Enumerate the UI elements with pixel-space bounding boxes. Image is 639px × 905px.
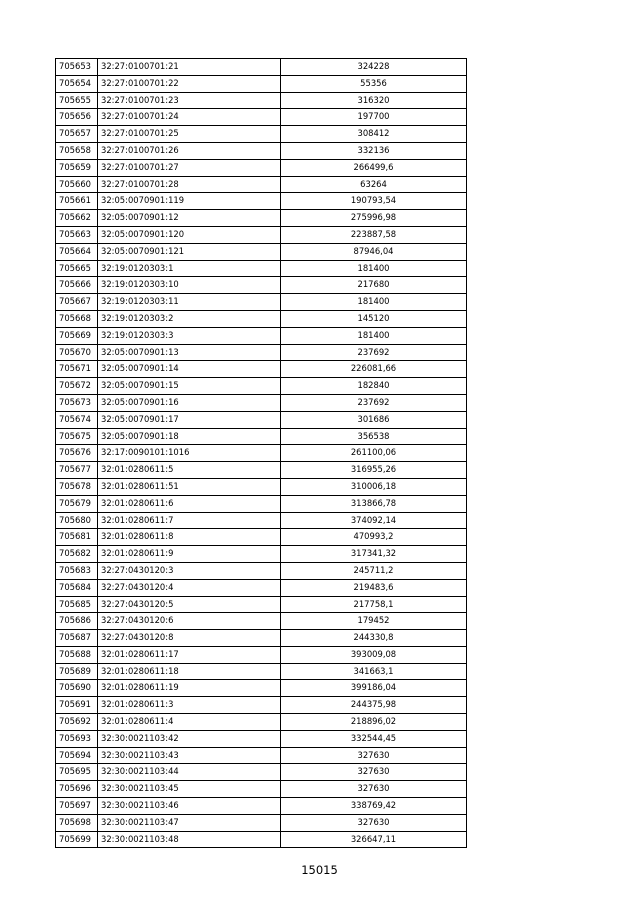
value-cell: 219483,6 (281, 579, 467, 596)
row-id-cell: 705675 (56, 428, 98, 445)
row-id-cell: 705693 (56, 730, 98, 747)
cadastral-number-cell: 32:05:0070901:15 (98, 378, 281, 395)
row-id-cell: 705692 (56, 714, 98, 731)
cadastral-number-cell: 32:27:0430120:6 (98, 613, 281, 630)
value-cell: 55356 (281, 75, 467, 92)
table-row (56, 579, 467, 596)
cadastral-number-cell: 32:30:0021103:47 (98, 814, 281, 831)
value-cell: 181400 (281, 260, 467, 277)
value-cell: 327630 (281, 781, 467, 798)
table-body (56, 59, 467, 848)
cadastral-number-cell: 32:05:0070901:17 (98, 411, 281, 428)
cadastral-number-cell: 32:17:0090101:1016 (98, 445, 281, 462)
value-cell: 316955,26 (281, 462, 467, 479)
value-cell: 179452 (281, 613, 467, 630)
row-id-cell: 705671 (56, 361, 98, 378)
table-row (56, 260, 467, 277)
cadastral-number-cell: 32:30:0021103:43 (98, 747, 281, 764)
table-row (56, 361, 467, 378)
value-cell: 182840 (281, 378, 467, 395)
value-cell: 327630 (281, 814, 467, 831)
cadastral-number-cell: 32:30:0021103:48 (98, 831, 281, 848)
row-id-cell: 705690 (56, 680, 98, 697)
value-cell: 261100,06 (281, 445, 467, 462)
row-id-cell: 705664 (56, 243, 98, 260)
table-row (56, 277, 467, 294)
cadastral-number-cell: 32:05:0070901:14 (98, 361, 281, 378)
table-row (56, 814, 467, 831)
table-row (56, 92, 467, 109)
row-id-cell: 705655 (56, 92, 98, 109)
value-cell: 341663,1 (281, 663, 467, 680)
cadastral-number-cell: 32:27:0100701:25 (98, 126, 281, 143)
table-row (56, 714, 467, 731)
value-cell: 324228 (281, 59, 467, 76)
cadastral-number-cell: 32:01:0280611:18 (98, 663, 281, 680)
row-id-cell: 705677 (56, 462, 98, 479)
value-cell: 327630 (281, 764, 467, 781)
table-row (56, 663, 467, 680)
table-row (56, 697, 467, 714)
row-id-cell: 705660 (56, 176, 98, 193)
row-id-cell: 705666 (56, 277, 98, 294)
row-id-cell: 705699 (56, 831, 98, 848)
row-id-cell: 705678 (56, 478, 98, 495)
row-id-cell: 705673 (56, 394, 98, 411)
cadastral-number-cell: 32:01:0280611:7 (98, 512, 281, 529)
value-cell: 327630 (281, 747, 467, 764)
cadastral-number-cell: 32:05:0070901:12 (98, 210, 281, 227)
cadastral-number-cell: 32:27:0100701:26 (98, 142, 281, 159)
cadastral-number-cell: 32:27:0100701:28 (98, 176, 281, 193)
cadastral-number-cell: 32:27:0100701:21 (98, 59, 281, 76)
value-cell: 145120 (281, 310, 467, 327)
cadastral-number-cell: 32:27:0100701:23 (98, 92, 281, 109)
value-cell: 217680 (281, 277, 467, 294)
table-row (56, 193, 467, 210)
table-row (56, 529, 467, 546)
row-id-cell: 705669 (56, 327, 98, 344)
cadastral-number-cell: 32:01:0280611:4 (98, 714, 281, 731)
value-cell: 244330,8 (281, 630, 467, 647)
row-id-cell: 705682 (56, 546, 98, 563)
cadastral-number-cell: 32:27:0100701:27 (98, 159, 281, 176)
table-row (56, 562, 467, 579)
table-row (56, 428, 467, 445)
value-cell: 63264 (281, 176, 467, 193)
table-row (56, 210, 467, 227)
page-number: 15015 (301, 863, 338, 877)
row-id-cell: 705672 (56, 378, 98, 395)
row-id-cell: 705695 (56, 764, 98, 781)
row-id-cell: 705658 (56, 142, 98, 159)
value-cell: 332544,45 (281, 730, 467, 747)
row-id-cell: 705685 (56, 596, 98, 613)
value-cell: 245711,2 (281, 562, 467, 579)
cadastral-number-cell: 32:05:0070901:120 (98, 226, 281, 243)
table-row (56, 546, 467, 563)
value-cell: 399186,04 (281, 680, 467, 697)
cadastral-number-cell: 32:05:0070901:18 (98, 428, 281, 445)
cadastral-number-cell: 32:05:0070901:119 (98, 193, 281, 210)
row-id-cell: 705657 (56, 126, 98, 143)
cadastral-number-cell: 32:30:0021103:46 (98, 798, 281, 815)
table-row (56, 75, 467, 92)
value-cell: 181400 (281, 327, 467, 344)
value-cell: 313866,78 (281, 495, 467, 512)
row-id-cell: 705668 (56, 310, 98, 327)
row-id-cell: 705679 (56, 495, 98, 512)
row-id-cell: 705698 (56, 814, 98, 831)
row-id-cell: 705653 (56, 59, 98, 76)
cadastral-number-cell: 32:30:0021103:45 (98, 781, 281, 798)
table-row (56, 344, 467, 361)
cadastral-number-cell: 32:05:0070901:121 (98, 243, 281, 260)
value-cell: 374092,14 (281, 512, 467, 529)
table-row (56, 176, 467, 193)
value-cell: 338769,42 (281, 798, 467, 815)
value-cell: 223887,58 (281, 226, 467, 243)
cadastral-number-cell: 32:01:0280611:17 (98, 646, 281, 663)
table-row (56, 462, 467, 479)
table-row (56, 378, 467, 395)
row-id-cell: 705697 (56, 798, 98, 815)
table-row (56, 596, 467, 613)
row-id-cell: 705687 (56, 630, 98, 647)
table-row (56, 630, 467, 647)
table-row (56, 59, 467, 76)
cadastral-number-cell: 32:27:0430120:4 (98, 579, 281, 596)
table-row (56, 495, 467, 512)
table-row (56, 159, 467, 176)
row-id-cell: 705683 (56, 562, 98, 579)
cadastral-number-cell: 32:01:0280611:9 (98, 546, 281, 563)
table-row (56, 781, 467, 798)
cadastral-number-cell: 32:27:0100701:22 (98, 75, 281, 92)
value-cell: 87946,04 (281, 243, 467, 260)
row-id-cell: 705665 (56, 260, 98, 277)
row-id-cell: 705663 (56, 226, 98, 243)
row-id-cell: 705688 (56, 646, 98, 663)
cadastral-number-cell: 32:19:0120303:3 (98, 327, 281, 344)
table-row (56, 478, 467, 495)
table-row (56, 109, 467, 126)
value-cell: 356538 (281, 428, 467, 445)
value-cell: 217758,1 (281, 596, 467, 613)
table-row (56, 411, 467, 428)
value-cell: 197700 (281, 109, 467, 126)
value-cell: 266499,6 (281, 159, 467, 176)
cadastral-number-cell: 32:19:0120303:11 (98, 294, 281, 311)
row-id-cell: 705686 (56, 613, 98, 630)
cadastral-number-cell: 32:19:0120303:1 (98, 260, 281, 277)
table-row (56, 445, 467, 462)
cadastral-number-cell: 32:01:0280611:19 (98, 680, 281, 697)
value-cell: 226081,66 (281, 361, 467, 378)
value-cell: 244375,98 (281, 697, 467, 714)
value-cell: 316320 (281, 92, 467, 109)
row-id-cell: 705676 (56, 445, 98, 462)
value-cell: 218896,02 (281, 714, 467, 731)
table-row (56, 680, 467, 697)
table-row (56, 327, 467, 344)
cadastral-number-cell: 32:01:0280611:51 (98, 478, 281, 495)
row-id-cell: 705654 (56, 75, 98, 92)
row-id-cell: 705662 (56, 210, 98, 227)
cadastral-number-cell: 32:05:0070901:13 (98, 344, 281, 361)
value-cell: 470993,2 (281, 529, 467, 546)
row-id-cell: 705656 (56, 109, 98, 126)
cadastral-number-cell: 32:27:0100701:24 (98, 109, 281, 126)
row-id-cell: 705681 (56, 529, 98, 546)
row-id-cell: 705696 (56, 781, 98, 798)
cadastral-number-cell: 32:30:0021103:44 (98, 764, 281, 781)
row-id-cell: 705659 (56, 159, 98, 176)
cadastral-number-cell: 32:01:0280611:8 (98, 529, 281, 546)
cadastral-number-cell: 32:27:0430120:3 (98, 562, 281, 579)
value-cell: 301686 (281, 411, 467, 428)
row-id-cell: 705694 (56, 747, 98, 764)
row-id-cell: 705670 (56, 344, 98, 361)
value-cell: 237692 (281, 394, 467, 411)
cadastral-number-cell: 32:05:0070901:16 (98, 394, 281, 411)
table-row (56, 226, 467, 243)
value-cell: 237692 (281, 344, 467, 361)
table-row (56, 394, 467, 411)
cadastral-number-cell: 32:27:0430120:8 (98, 630, 281, 647)
value-cell: 310006,18 (281, 478, 467, 495)
value-cell: 332136 (281, 142, 467, 159)
value-cell: 308412 (281, 126, 467, 143)
table-row (56, 646, 467, 663)
cadastral-number-cell: 32:01:0280611:5 (98, 462, 281, 479)
table-row (56, 310, 467, 327)
cadastral-number-cell: 32:01:0280611:6 (98, 495, 281, 512)
value-cell: 190793,54 (281, 193, 467, 210)
table-row (56, 243, 467, 260)
row-id-cell: 705674 (56, 411, 98, 428)
table-row (56, 730, 467, 747)
data-table (55, 58, 467, 848)
table-row (56, 764, 467, 781)
row-id-cell: 705689 (56, 663, 98, 680)
table-row (56, 798, 467, 815)
value-cell: 317341,32 (281, 546, 467, 563)
value-cell: 181400 (281, 294, 467, 311)
cadastral-number-cell: 32:30:0021103:42 (98, 730, 281, 747)
row-id-cell: 705661 (56, 193, 98, 210)
cadastral-number-cell: 32:19:0120303:10 (98, 277, 281, 294)
table-row (56, 142, 467, 159)
table-row (56, 831, 467, 848)
value-cell: 326647,11 (281, 831, 467, 848)
row-id-cell: 705680 (56, 512, 98, 529)
value-cell: 275996,98 (281, 210, 467, 227)
value-cell: 393009,08 (281, 646, 467, 663)
row-id-cell: 705667 (56, 294, 98, 311)
row-id-cell: 705691 (56, 697, 98, 714)
cadastral-number-cell: 32:27:0430120:5 (98, 596, 281, 613)
cadastral-number-cell: 32:01:0280611:3 (98, 697, 281, 714)
table-row (56, 512, 467, 529)
table-row (56, 613, 467, 630)
table-row (56, 126, 467, 143)
table-row (56, 294, 467, 311)
row-id-cell: 705684 (56, 579, 98, 596)
cadastral-number-cell: 32:19:0120303:2 (98, 310, 281, 327)
table-row (56, 747, 467, 764)
